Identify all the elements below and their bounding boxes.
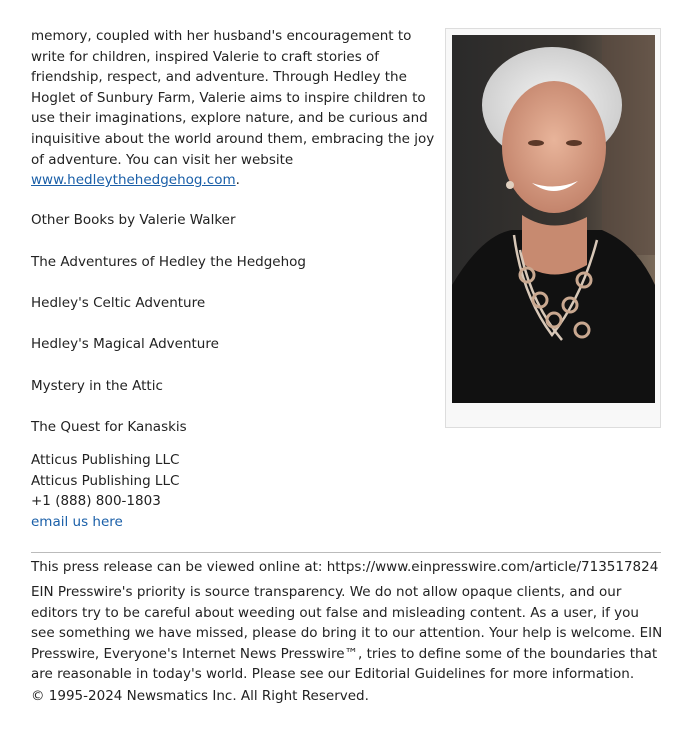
other-books-heading: Other Books by Valerie Walker <box>31 212 236 228</box>
author-photo-frame <box>445 28 661 428</box>
disclaimer-text: EIN Presswire's priority is source transparency. We do not allow opaque clients, and our editors try to be careful about weeding out false and misleading content. As a user, if you see something we have missed, please do bring it to our attention. Your help is welcome. EIN Presswire, Everyone's Internet News Presswire™, tries to define some of the boundaries that are reasonable in today's world. Please see our Editorial Guidelines for more information. <box>31 584 663 683</box>
book-title: Hedley's Magical Adventure <box>31 336 219 352</box>
author-photo <box>452 35 655 403</box>
view-online-text: This press release can be viewed online at: https://www.einpresswire.com/article/713517824 <box>31 559 659 575</box>
author-bio <box>31 26 436 191</box>
divider <box>31 552 661 553</box>
website-link[interactable]: www.hedleythehedgehog.com <box>31 172 236 189</box>
contact-phone: +1 (888) 800-1803 <box>31 493 161 509</box>
book-title: Hedley's Celtic Adventure <box>31 295 206 311</box>
bio-paragraph: memory, coupled with her husband's encouragement to write for children, inspired Valerie to craft stories of friendship, respect, and adventure. Through Hedley the Hoglet of Sunbury Farm, Valerie aims to inspire children to use their imaginations, explore nature, and be curious and inquisitive about the world around them, embracing the joy of adventure. You can visit her website <box>31 28 435 168</box>
copyright-text: © 1995-2024 Newsmatics Inc. All Right Reserved. <box>31 688 369 704</box>
book-title: The Adventures of Hedley the Hedgehog <box>31 254 306 270</box>
contact-company: Atticus Publishing LLC <box>31 472 180 489</box>
contact-name: Atticus Publishing LLC <box>31 452 180 468</box>
contact-block <box>31 450 179 532</box>
book-title: The Quest for Kanaskis <box>31 419 187 435</box>
email-link[interactable]: email us here <box>31 513 123 530</box>
bio-period: . <box>235 172 240 189</box>
book-title: Mystery in the Attic <box>31 378 163 394</box>
